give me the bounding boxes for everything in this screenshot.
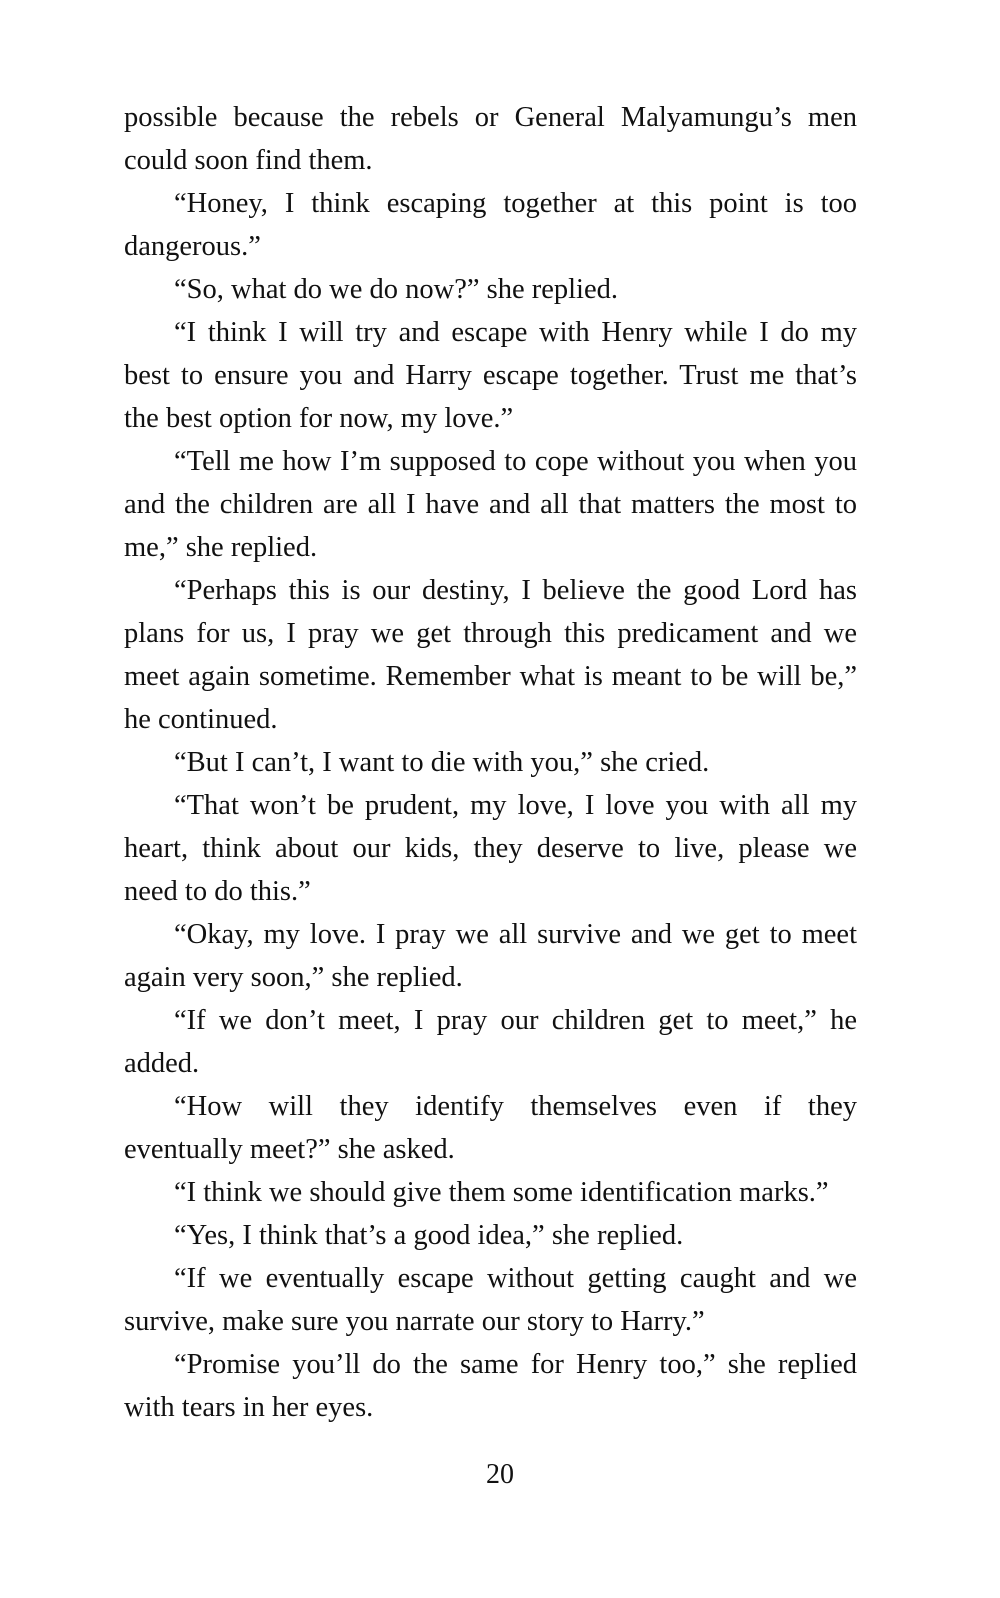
- text-line: “How will they identify themselves even if they: [174, 1091, 857, 1122]
- paragraph: [124, 741, 857, 784]
- text-line: need to do this.”: [124, 876, 311, 907]
- text-line: “That won’t be prudent, my love, I love you with all my: [174, 790, 857, 821]
- text-line: the best option for now, my love.”: [124, 403, 514, 434]
- paragraph: [124, 1343, 857, 1429]
- text-line: added.: [124, 1048, 200, 1079]
- text-line: “Promise you’ll do the same for Henry too,” she replied: [174, 1349, 857, 1380]
- paragraph: [124, 1085, 857, 1171]
- paragraph: [124, 1214, 857, 1257]
- text-line: meet again sometime. Remember what is meant to be will be,”: [124, 661, 857, 692]
- text-line: could soon find them.: [124, 145, 373, 176]
- text-line: “But I can’t, I want to die with you,” she cried.: [174, 747, 710, 778]
- paragraph: [124, 182, 857, 268]
- text-line: he continued.: [124, 704, 278, 735]
- paragraph: [124, 1257, 857, 1343]
- text-line: “So, what do we do now?” she replied.: [174, 274, 619, 305]
- text-line: “Honey, I think escaping together at this point is too: [174, 188, 857, 219]
- paragraph: [124, 268, 857, 311]
- text-line: “If we eventually escape without getting caught and we: [174, 1263, 857, 1294]
- page-number: 20: [486, 1459, 514, 1490]
- body-text: [124, 96, 857, 1429]
- text-line: me,” she replied.: [124, 532, 318, 563]
- text-line: “I think we should give them some identification marks.”: [174, 1177, 829, 1208]
- text-line: heart, think about our kids, they deserve to live, please we: [124, 833, 857, 864]
- paragraph: [124, 569, 857, 741]
- text-line: eventually meet?” she asked.: [124, 1134, 455, 1165]
- paragraph: [124, 999, 857, 1085]
- text-line: “Okay, my love. I pray we all survive and we get to meet: [174, 919, 857, 950]
- text-line: “If we don’t meet, I pray our children get to meet,” he: [174, 1005, 857, 1036]
- text-line: “Perhaps this is our destiny, I believe the good Lord has: [174, 575, 857, 606]
- text-line: possible because the rebels or General Malyamungu’s men: [124, 102, 857, 133]
- text-line: “Yes, I think that’s a good idea,” she replied.: [174, 1220, 684, 1251]
- text-line: survive, make sure you narrate our story to Harry.”: [124, 1306, 705, 1337]
- text-line: and the children are all I have and all that matters the most to: [124, 489, 857, 520]
- text-line: again very soon,” she replied.: [124, 962, 463, 993]
- paragraph: [124, 1171, 857, 1214]
- text-line: dangerous.”: [124, 231, 261, 262]
- text-line: “I think I will try and escape with Henry while I do my: [174, 317, 857, 348]
- paragraph: [124, 913, 857, 999]
- paragraph: [124, 784, 857, 913]
- paragraph: [124, 311, 857, 440]
- text-line: best to ensure you and Harry escape together. Trust me that’s: [124, 360, 857, 391]
- text-line: “Tell me how I’m supposed to cope without you when you: [174, 446, 857, 477]
- text-line: plans for us, I pray we get through this predicament and we: [124, 618, 857, 649]
- paragraph: [124, 96, 857, 182]
- paragraph: [124, 440, 857, 569]
- text-line: with tears in her eyes.: [124, 1392, 374, 1423]
